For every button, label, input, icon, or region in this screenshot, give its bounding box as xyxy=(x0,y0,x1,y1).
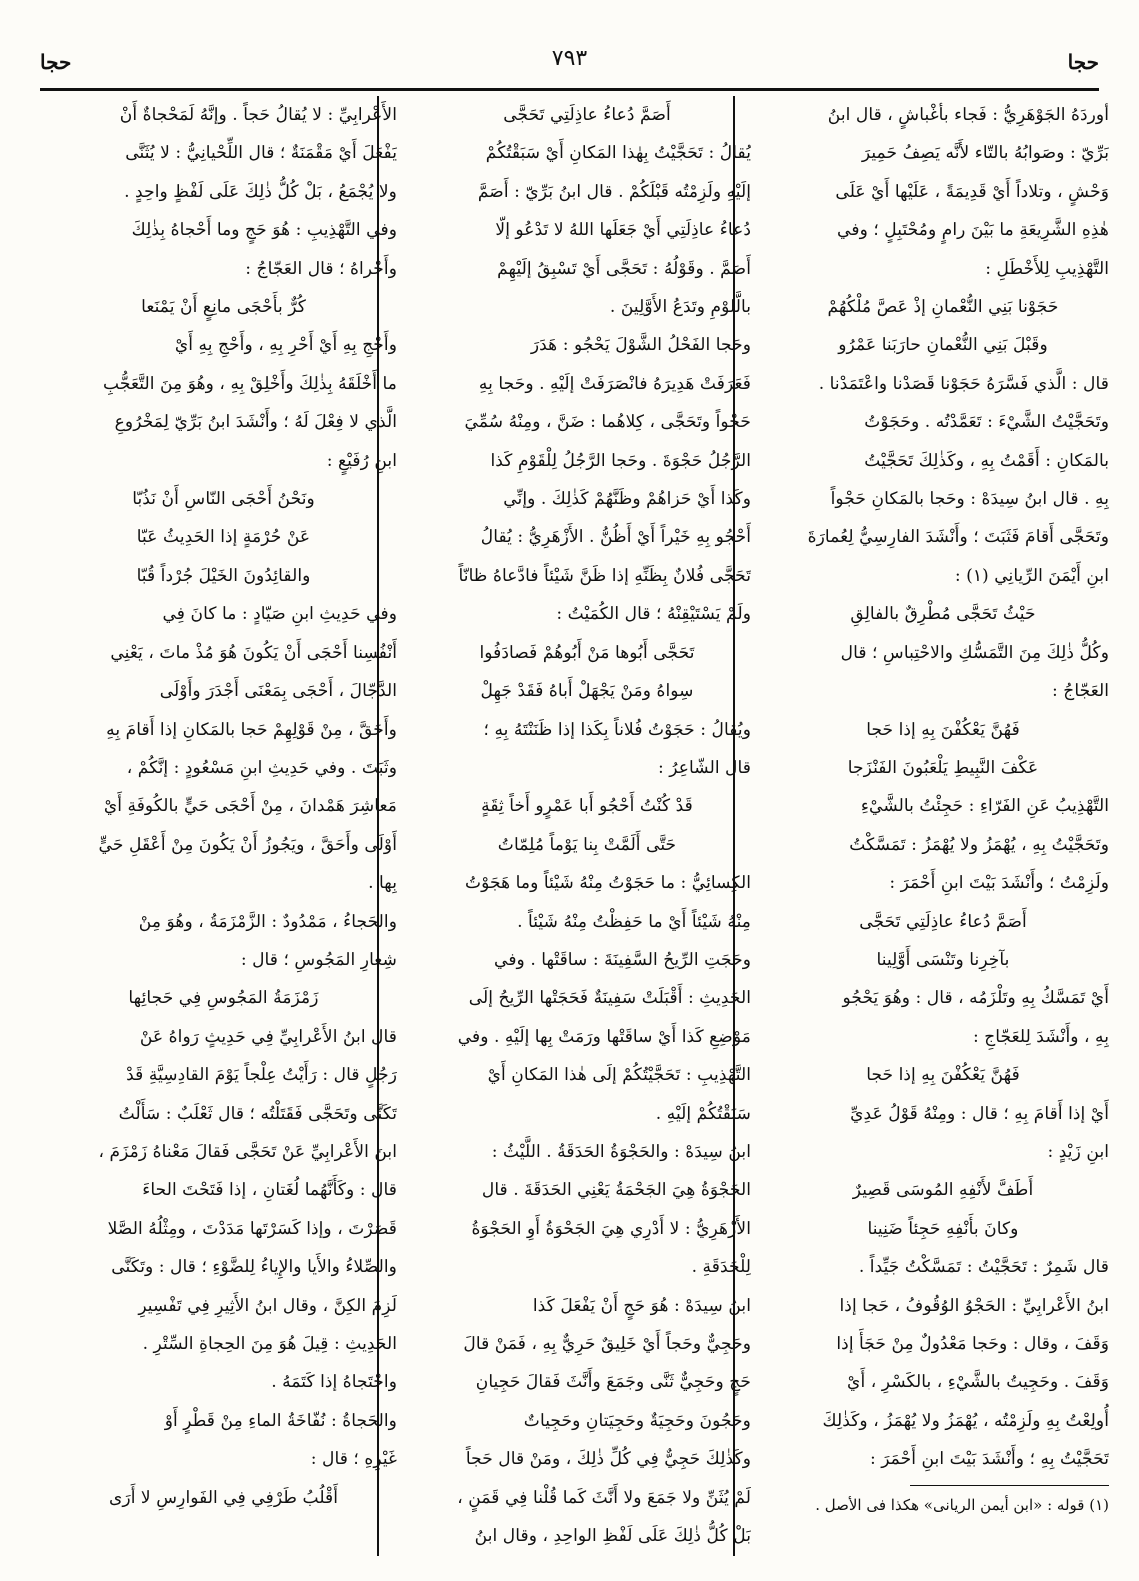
verse-line: والقائِدُونَ الخَيْلَ جُرْداً قُبّا xyxy=(136,565,311,586)
text-line: الحَجْوَةُ هِيَ الجَحْمَةُ يَعْنِي الحَدَقَةَ . قال xyxy=(481,1180,751,1201)
verse-line: وقَبْلَ بَنِي النُّعْمانِ حارَبَنا عَمْرُو xyxy=(838,335,1048,356)
text-line: ويُقالُ : حَجَوْتُ فُلاناً بِكَذا إذا ظَنَنْتَهُ بِهِ ؛ xyxy=(483,719,751,740)
text-line: والحَجاةُ : نُفّاخَةُ الماءِ مِنْ قَطْرٍ أَوْ xyxy=(164,1410,397,1431)
text-line: أوردَهُ الجَوْهَرِيُّ : فَجاء بأغْباشٍ ، قال ابنُ xyxy=(827,105,1109,125)
text-line: ابنِ أَيْمَنَ الرِّيانِي (١) : xyxy=(954,565,1109,586)
text-line: وَحْشٍ ، وتلاداً أَيْ قَدِيمَةً ، عَلَيْها أَيْ عَلَى xyxy=(835,181,1109,202)
text-line: مَعاشِرَ هَمْدانَ ، مِنْ أَحْجَى حَيٍّ بالكُوفَةِ أَيْ xyxy=(103,796,397,817)
footnote: (١) قوله : «ابن أيمن الريانى» هكذا فى الأصل . xyxy=(815,1495,1109,1514)
verse-line: بآخِرِنا وتَنْسَى أَوَّلِينا xyxy=(876,949,1010,970)
text-line: ما أَخْلَقَهُ بِذٰلِكَ وأَخْلِقْ بِهِ ، وهُوَ مِنَ التَّعَجُّبِ xyxy=(103,373,397,394)
text-line: وفي حَدِيثِ ابنِ صَيّادٍ : ما كانَ فِي xyxy=(162,604,397,625)
text-column-left xyxy=(50,96,397,1556)
text-line: وكَذا أَيْ حَزاهُمْ وظَنَّهُمْ كَذٰلِكَ . وإنِّي xyxy=(503,489,751,510)
text-line: الكِسائِيُّ : ما حَجَوْتُ مِنْهُ شَيْئاً وما هَجَوْتُ xyxy=(464,873,751,894)
text-line: وحَجِيٌّ وحَجاً أَيْ خَلِيقٌ حَرِيٌّ بِهِ ، فَمَنْ قالَ xyxy=(463,1334,751,1354)
text-line: الرَّجُلُ حَجْوَةَ . وحَجا الرَّجُلُ لِلْقَوْمِ كَذا xyxy=(490,450,751,471)
page-header xyxy=(40,44,1099,84)
text-line: واحْتَجاهُ إذا كَتَمَهُ . xyxy=(271,1372,397,1393)
text-line: وحَجَتِ الرِّيحُ السَّفِينَةَ : ساقَتْها . وفي xyxy=(494,949,751,970)
text-line: فَعَرَفَتْ هَدِيرَهُ فانْصَرَفَتْ إلَيْهِ . وحَجا بِهِ xyxy=(478,373,751,394)
text-line: إلَيْهِ ولَزِمْتُه قَبْلَكُمْ . قال ابنُ بَرِّيّ : أَصَمَّ xyxy=(477,181,751,202)
text-line: ابنِ رُفَيْعٍ : xyxy=(326,450,397,471)
verse-line: فَهُنَّ يَعْكُفْنَ بِهِ إذا حَجا xyxy=(866,719,1020,740)
text-line: وفي التَّهْذِيبِ : هُوَ حَجٍ وما أَحْجاهُ بِذٰلِكَ xyxy=(131,220,397,241)
text-line: هٰذِهِ الشَّرِيعَةِ ما بَيْنَ رامٍ ومُحْتَبِلٍ ؛ وفي xyxy=(837,220,1109,241)
text-line: أَحْجُو بِهِ خَيْراً أَيْ أَظُنُّ . الأَزْهَرِيُّ : يُقالُ xyxy=(480,527,751,548)
text-line: أُولِعْتُ بِهِ ولَزِمْتُه ، يُهْمَزُ ولا يُهْمَزُ ، وكَذٰلِكَ xyxy=(822,1410,1109,1431)
text-line: وثَبَتَ . وفي حَدِيثِ ابنِ مَسْعُودٍ : إنَّكُمْ ، xyxy=(126,757,397,778)
text-line: قال الشّاعِرُ : xyxy=(658,757,751,778)
text-line: وكَذٰلِكَ حَجِيٌّ فِي كُلِّ ذٰلِكَ ، ومَنْ قال حَجاً xyxy=(465,1449,751,1470)
verse-line: أَصَمَّ دُعاءُ عاذِلَتِي تَحَجَّى xyxy=(503,105,671,125)
text-line: شِعارِ المَجُوسِ ؛ قال : xyxy=(240,949,397,970)
text-line: حَجْواً وتَحَجَّى ، كِلاهُما : ضَنَّ ، ومِنْهُ سُمِّيَ xyxy=(464,412,751,433)
running-headword-left: حجا xyxy=(40,50,72,74)
text-line: التَّهْذِيبِ : تَحَجَّيْتُكُمْ إلَى هٰذا المَكانِ أَيْ xyxy=(487,1065,751,1086)
text-line: لَزِمَ الكِنَّ ، وقال ابنُ الأَثِيرِ فِي تَفْسِيرِ xyxy=(138,1295,397,1316)
text-line: وحَجُونَ وحَجِيَةٌ وحَجِيَتانِ وحَجِياتٌ xyxy=(523,1410,751,1431)
text-line: الأَزْهَرِيُّ : لا أَدْرِي هِيَ الجَحْوَةُ أَوِ الحَجْوَةُ xyxy=(471,1218,751,1239)
verse-line: حَتَّى أَلَمَّتْ بِنا يَوْماً مُلِمّاتُ xyxy=(497,834,677,855)
text-line: دُعاءُ عاذِلَتِي أَيْ جَعَلَها اللهُ لا تَدْعُو إلّا xyxy=(495,220,751,241)
text-line: الأَعْرابِيِّ : لا يُقالُ حَجاً . وإنَّهُ لَمَحْجاةٌ أَنْ xyxy=(119,105,397,125)
text-column-right xyxy=(777,96,1109,1556)
text-line: وَقَفَ ، وقال : وحَجا مَعْدُولٌ مِنْ حَجَأَ إذا xyxy=(836,1334,1109,1354)
text-line: تَحَجَّيْتُ بِهِ ؛ وأَنْشَدَ بَيْتَ ابنِ أَحْمَرَ : xyxy=(869,1449,1109,1470)
text-line: التَّهْذِيبِ لِلأَخْطَلِ : xyxy=(985,258,1109,279)
text-line: وكُلُّ ذٰلِكَ مِنَ التَّمَسُّكِ والاحْتِباسِ ؛ قال xyxy=(840,642,1109,663)
text-line: قال شَمِرٌ : تَحَجَّيْتُ : تَمَسَّكْتُ جَيِّداً . xyxy=(858,1257,1109,1278)
text-line: لَمْ يُثَنِّ ولا جَمَعَ ولا أَنَّثَ كَما قُلْنا فِي قَمَنٍ ، xyxy=(457,1487,751,1508)
text-line: أَوْلَى وأَحَقَّ ، ويَجُوزُ أَنْ يَكُونَ مِنْ أَعْقَلِ حَيٍّ xyxy=(98,834,397,855)
verse-line: ونَحْنُ أَحْجَى النّاسِ أَنْ نَذُبّا xyxy=(132,489,315,510)
verse-line: زَمْزَمَةُ المَجُوسِ فِي حَجائِها xyxy=(128,988,319,1009)
text-line: العَجّاجُ : xyxy=(1052,681,1109,702)
verse-line: وكانَ بأَنْفِهِ حَجِئاً ضَنِينا xyxy=(867,1218,1019,1239)
text-line: بِها . xyxy=(368,873,397,894)
text-line: رَجُلٍ قال : رَأَيْتُ عِلْجاً يَوْمَ القادِسِيَّةِ قَدْ xyxy=(126,1065,397,1086)
text-line: الدَّجّالَ ، أَحْجَى بِمَعْنَى أَجْدَرَ وأَوْلَى xyxy=(159,681,397,702)
verse-line: أَصَمَّ دُعاءُ عاذِلَتِي تَحَجَّى xyxy=(859,911,1027,932)
text-line: يُقالُ : تَحَجَّيْتُ بِهٰذا المَكانِ أَيْ سَبَقْتُكُمْ xyxy=(485,143,751,164)
text-column-middle xyxy=(423,96,751,1556)
text-line: الحَدِيثِ : أَقْبَلَتْ سَفِينَةٌ فَحَجَتْها الرِّيحُ إلَى xyxy=(468,988,751,1009)
verse-line: أَقْلُبُ طَرْفِي فِي الفَوارِسِ لا أَرَى xyxy=(108,1487,339,1508)
text-line: بِهِ ، وأَنْشَدَ لِلعَجّاجِ : xyxy=(972,1026,1109,1047)
text-line: لِلْحَدَقَةِ . xyxy=(691,1257,751,1278)
text-line: قَصَرْتَ ، وإذا كَسَرْتَها مَدَدْتَ ، ومِثْلُهُ الصَّلا xyxy=(107,1218,397,1239)
text-line: أَيْ إذا أَقامَ بِهِ ؛ قال : ومِنْهُ قَوْلُ عَدِيِّ xyxy=(850,1103,1109,1124)
verse-line: تَحَجَّى أَبُوها مَنْ أَبُوهُمْ فَصادَفُوا xyxy=(479,642,695,663)
text-line: بِهِ . قال ابنُ سِيدَهْ : وحَجا بالمَكانِ حَجْواً xyxy=(830,489,1109,510)
verse-line: حَيْثُ تَحَجَّى مُطْرِقٌ بالفالِقِ xyxy=(850,604,1036,625)
text-line: وتَحَجَّيْتُ بِهِ ، يُهْمَزُ ولا يُهْمَزُ : تَمَسَّكْتُ xyxy=(849,834,1109,855)
verse-line: قَدْ كُنْتُ أَحْجُو أَبا عَمْرٍو أَخاً ثِقَةٍ xyxy=(481,796,693,817)
text-line: وأَحَقَّ ، مِنْ قَوْلِهِمْ حَجا بالمَكانِ إذا أَقامَ بِهِ xyxy=(106,719,397,740)
verse-line: فَهُنَّ يَعْكُفْنَ بِهِ إذا حَجا xyxy=(866,1065,1020,1086)
footnote-rule xyxy=(910,1485,1109,1486)
text-line: بَلْ كُلُّ ذٰلِكَ عَلَى لَفْظِ الواحِدِ ، وقال ابنُ xyxy=(474,1526,751,1547)
text-line: ابنَ الأَعْرابِيِّ عَنْ تَحَجَّى فَقالَ مَعْناهُ زَمْزَمَ ، xyxy=(98,1141,397,1162)
text-line: والصِّلاءُ والأَيا والإِياءُ لِلضَّوْءِ ؛ قال : وتَكَنَّى xyxy=(111,1257,397,1278)
text-line: ابنُ الأَعْرابِيِّ : الحَجْوُ الوُقُوفُ ، حَجا إذا xyxy=(839,1295,1109,1316)
verse-line: حَجَوْنا بَنِي النُّعْمانِ إذْ عَصَّ مُلْكُهُمْ xyxy=(827,297,1059,318)
verse-line: أَطَفَّ لأَنْفِهِ المُوسَى قَصِيرٌ xyxy=(852,1180,1034,1201)
text-line: الَّذي لا فِعْلَ لَهُ ؛ وأَنْشَدَ ابنُ بَرِّيّ لِمَخْرُوعِ xyxy=(114,412,397,433)
text-line: ابنُ سِيدَهْ : هُوَ حَجٍ أَنْ يَفْعَلَ كَذا xyxy=(532,1295,751,1316)
text-line: مَوْضِعِ كَذا أَيْ ساقَتْها ورَمَتْ بِها إلَيْهِ . وفي xyxy=(457,1026,751,1047)
text-line: بالمَكانِ : أَقَمْتُ بِهِ ، وكَذٰلِكَ تَحَجَّيْتُ xyxy=(864,450,1109,471)
verse-line: سِواهُ ومَنْ يَجْهَلْ أَباهُ فَقَدْ جَهِلْ xyxy=(480,681,694,702)
text-line: ابنِ زَيْدٍ : xyxy=(1047,1141,1109,1162)
text-line: وأَحْراهُ ؛ قال العَجّاجُ : xyxy=(245,258,397,279)
running-headword-right: حجا xyxy=(1067,50,1099,74)
text-line: وحَجا الفَحْلُ الشَّوْلَ يَحْجُو : هَدَرَ xyxy=(530,335,751,356)
text-line: تَحَجَّى فُلانٌ بِظَنِّهِ إذا ظَنَّ شَيْئاً فادَّعاهُ ظانّاً xyxy=(458,565,751,586)
text-line: وتَحَجَّيْتُ الشَّيْءَ : تَعَمَّدْتُه . وحَجَوْتُ xyxy=(864,412,1109,433)
text-line: أَيْ تَمَسَّكُ بِهِ وتَلْزَمُه ، قال : وهُوَ يَحْجُو xyxy=(842,988,1109,1009)
text-line: وتَحَجَّى أَقامَ فَثَبَتَ ؛ وأَنْشَدَ الفارِسِيُّ لِعُمارَةَ xyxy=(807,527,1109,548)
verse-line: عَكْفَ النَّبِيطِ يَلْعَبُونَ الفَنْزَجا xyxy=(847,757,1039,778)
text-line: بَرِّيّ : وصَوابُهُ بالتّاء لأَنَّه يَصِفُ حَمِيرَ xyxy=(861,143,1109,164)
text-line: وَقَفَ . وحَجِيتُ بالشَّيْءِ ، بالكَسْرِ ، أَيْ xyxy=(847,1372,1109,1393)
text-line: ولَمْ يَسْتَيْقِنْهُ ؛ قال الكُمَيْتُ : xyxy=(556,604,751,625)
text-line: التَّهْذِيبُ عَنِ الفَرّاءِ : حَجِئْتُ بالشَّيْءِ xyxy=(860,796,1109,817)
text-line: ولا يُجْمَعُ ، بَلْ كُلُّ ذٰلِكَ عَلَى لَفْظٍ واحِدٍ . xyxy=(124,181,397,202)
text-line: الحَدِيثِ : قِيلَ هُوَ مِنَ الحِجاةِ السِّتْرِ . xyxy=(142,1334,397,1354)
text-line: قال : الَّذي فَسَّرَهُ حَجَوْنا قَصَدْنا واعْتَمَدْنا . xyxy=(818,373,1109,394)
text-line: ابنُ سِيدَهْ : والحَجْوَةُ الحَدَقَةُ . اللَّيْثُ : xyxy=(491,1141,751,1162)
text-line: بالَّلوْمِ وتَدَعُ الأَوَّلِينَ . xyxy=(609,297,751,318)
text-line: والحَجاءُ ، مَمْدُودٌ : الزَّمْزَمَةُ ، وهُوَ مِنْ xyxy=(138,911,397,932)
page-number: ٧٩٣ xyxy=(551,46,588,71)
text-line: مِنْهُ شَيْئاً أَيْ ما حَفِظْتُ مِنْهُ شَيْئاً . xyxy=(517,911,751,932)
verse-line: كُرٌّ بأَحْجَى مانِعٍ أَنْ يَمْنَعا xyxy=(141,297,306,318)
text-line: قال : وكَأَنَّهُما لُغَتانِ ، إذا فَتَحْتَ الحاءَ xyxy=(142,1180,397,1201)
text-line: وأَحْجِ بِهِ أَيْ أَحْرِ بِهِ ، وأَحْجِ بِهِ أَيْ xyxy=(174,335,397,356)
header-rule xyxy=(40,88,1099,91)
text-line: ولَزِمْتُ ؛ وأَنْشَدَ بَيْتَ ابنِ أَحْمَرَ : xyxy=(889,873,1109,894)
text-line: أَصَمَّ . وقَوْلُهُ : تَحَجَّى أَيْ تَسْبِقُ إلَيْهِمْ xyxy=(497,258,751,279)
text-line: غَيْرِهِ ؛ قال : xyxy=(310,1449,397,1470)
text-line: يَفْعَلَ أَيْ مَقْمَنَةٌ ؛ قال اللِّحْيانِيُّ : لا يُثَنَّى xyxy=(125,143,397,164)
text-line: أَنْفُسِنا أَحْجَى أَنْ يَكُونَ هُوَ مُذْ ماتَ ، يَعْنِي xyxy=(110,642,397,663)
verse-line: عَنْ حُرْمَةٍ إذا الحَدِيثُ عَبّا xyxy=(136,527,311,548)
text-line: سَبَقْتُكُمْ إلَيْهِ . xyxy=(655,1103,751,1124)
text-line: قال ابنُ الأَعْرابِيِّ فِي حَدِيثٍ رَواهُ عَنْ xyxy=(139,1026,397,1047)
text-line: حَجٍ وحَجِيٌّ ثَنَّى وجَمَعَ وأَنَّثَ فَقالَ حَجِيانِ xyxy=(475,1372,751,1393)
text-line: تَكَنَّى وتَحَجَّى فَقَتَلْتُه ؛ قال ثَعْلَبٌ : سَأَلْتُ xyxy=(118,1103,397,1124)
